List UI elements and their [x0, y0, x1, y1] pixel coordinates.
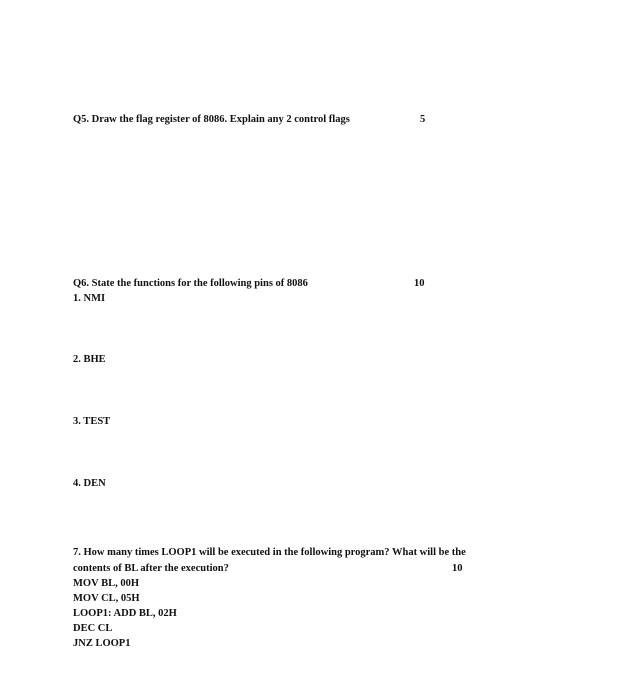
- code-line: DEC CL: [73, 623, 113, 634]
- code-line: JNZ LOOP1: [73, 638, 131, 649]
- code-line: MOV CL, 05H: [73, 593, 140, 604]
- question-7-marks: 10: [452, 563, 463, 574]
- question-7-line-2: contents of BL after the execution?: [73, 563, 229, 574]
- question-6-text: Q6. State the functions for the following pins of 8086: [73, 278, 308, 289]
- question-6-marks: 10: [414, 278, 425, 289]
- question-5-marks: 5: [420, 114, 426, 125]
- code-line: LOOP1: ADD BL, 02H: [73, 608, 177, 619]
- question-6-item-nmi: 1. NMI: [73, 293, 106, 304]
- question-6-item-bhe: 2. BHE: [73, 354, 106, 365]
- code-line: MOV BL, 00H: [73, 578, 140, 589]
- question-5-text: Q5. Draw the flag register of 8086. Explain any 2 control flags: [73, 114, 350, 125]
- question-7-line-1: 7. How many times LOOP1 will be executed in the following program? What will be the: [73, 547, 466, 558]
- question-6-item-test: 3. TEST: [73, 416, 111, 427]
- question-6-item-den: 4. DEN: [73, 478, 106, 489]
